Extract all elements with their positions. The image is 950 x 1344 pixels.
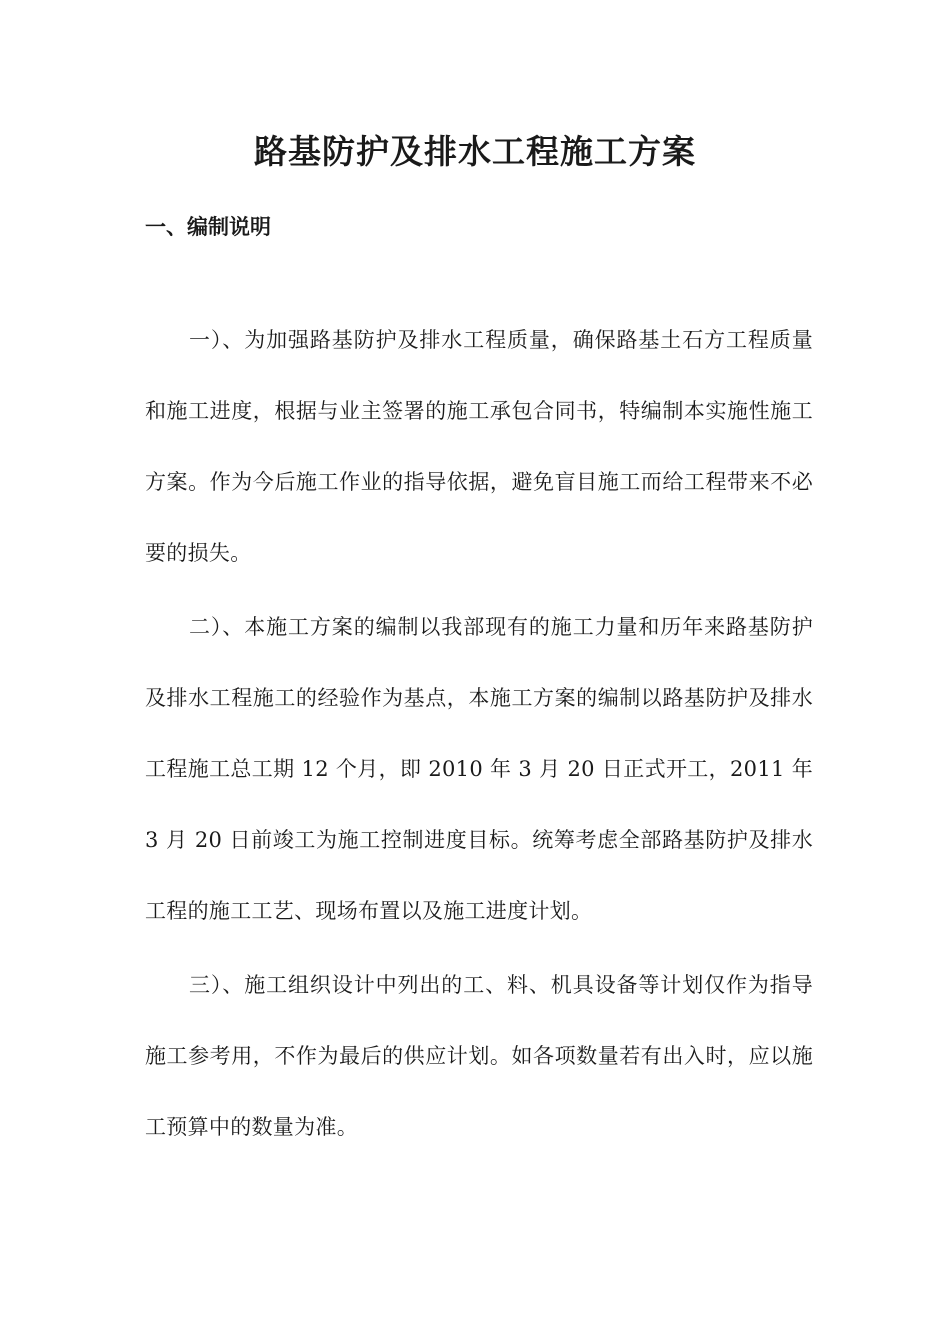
paragraph-3: 三）、施工组织设计中列出的工、料、机具设备等计划仅作为指导施工参考用，不作为最后的供应计划。如各项数量若有出入时，应以施工预算中的数量为准。 [145,973,813,1139]
document-title: 路基防护及排水工程施工方案 [254,132,696,171]
paragraph-2: 二）、本施工方案的编制以我部现有的施工力量和历年来路基防护及排水工程施工的经验作为基点，本施工方案的编制以路基防护及排水工程施工总工期 12 个月，即 2010 年 3 月 20 日正式开工，2011 年 3 月 20 日前竣工为施工控制进度目标。统筹考虑全部路基防护及排水工程的施工工艺、现场布置以及施工进度计划。 [145,615,813,923]
paragraph-1: 一）、为加强路基防护及排水工程质量，确保路基土石方工程质量和施工进度，根据与业主签署的施工承包合同书，特编制本实施性施工方案。作为今后施工作业的指导依据，避免盲目施工而给工程带来不必要的损失。 [145,328,813,565]
section-heading: 一、编制说明 [145,214,271,239]
